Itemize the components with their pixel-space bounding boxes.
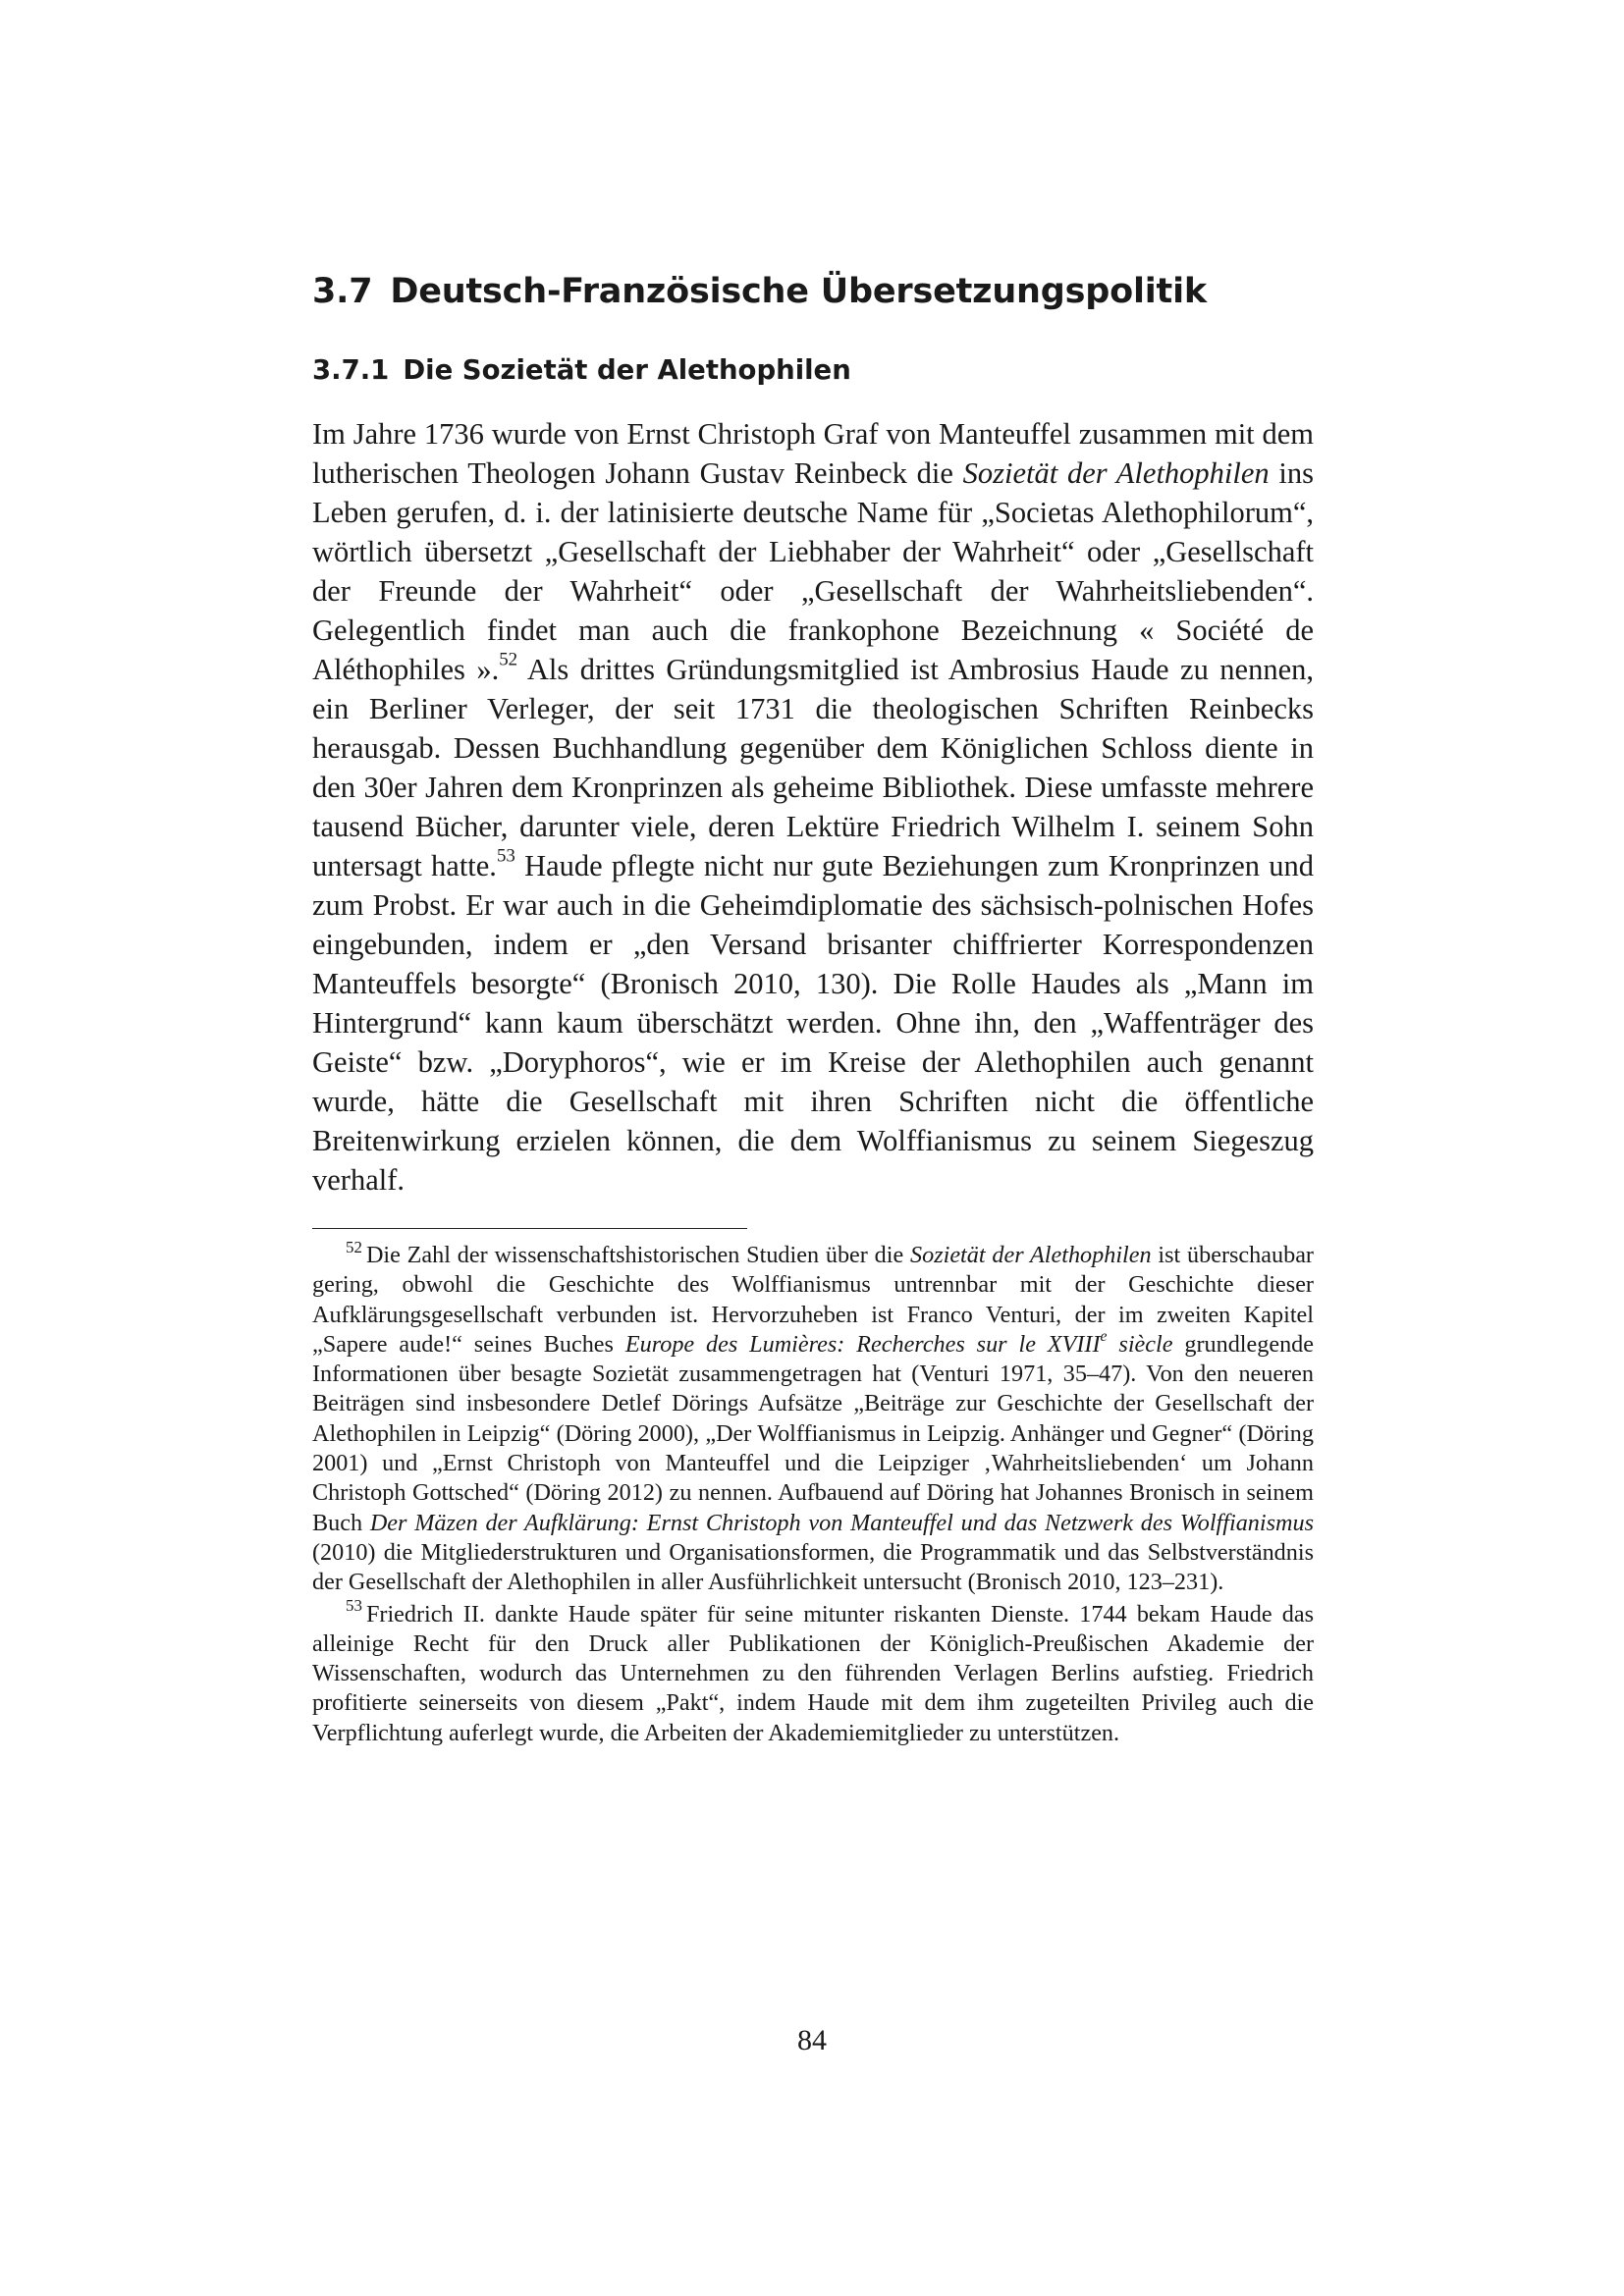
footnote-italic: siècle xyxy=(1118,1330,1173,1358)
footnote-reference-53[interactable]: 53 xyxy=(496,845,515,867)
footnote-italic: Der Mäzen der Aufklärung: Ernst Christoph von Manteuffel und das Netzwerk des Wolffianismus xyxy=(369,1509,1314,1536)
footnote-superscript: e xyxy=(1100,1327,1108,1345)
page-number: 84 xyxy=(797,2024,827,2056)
footnote-reference-52[interactable]: 52 xyxy=(499,649,518,670)
footnote-italic: Europe des Lumières: Recherches sur le XVIII xyxy=(624,1330,1101,1358)
footnote-mark: 53 xyxy=(346,1596,362,1616)
footnote-53 xyxy=(312,1596,1314,1748)
body-text-segment: Im Jahre 1736 wurde von Ernst Christoph Graf von Manteuffel zusammen mit dem lutherischen Theologen Johann Gustav Reinbeck die xyxy=(312,417,1314,490)
body-text-segment: ins Leben gerufen, d. i. der latinisierte deutsche Name für „Societas Alethophilorum“, wörtlich übersetzt „Gesellschaft der Liebhaber der Wahrheit“ oder „Gesellschaft der Freunde der Wahrheit“ oder „Gesellschaft der Wahrheitsliebenden“. Gelegentlich findet man auch die frankophone Bezeichnung « Société de Aléthophiles ». xyxy=(312,456,1314,686)
body-text-segment: Als drittes Gründungsmitglied ist Ambrosius Haude zu nennen, ein Berliner Verleger, der seit 1731 die theologischen Schriften Reinbecks herausgab. Dessen Buchhandlung gegenüber dem Königlichen Schloss diente in den 30er Jahren dem Kronprinzen als geheime Bibliothek. Diese umfasste mehrere tausend Bücher, darunter viele, deren Lektüre Friedrich Wilhelm I. seinem Sohn untersagt hatte. xyxy=(312,653,1314,882)
footnote-text: (2010) die Mitgliederstrukturen und Organisationsformen, die Programmatik und das Selbstverständnis der Gesellschaft der Alethophilen in aller Ausführlichkeit untersucht (Bronisch 2010, 123–231). xyxy=(312,1538,1314,1596)
footnote-text: ist überschaubar gering, obwohl die Geschichte des Wolffianismus untrennbar mit der Geschichte dieser Aufklärungsgesellschaft verbunden ist. Hervorzuheben ist Franco Venturi, der im zweiten Kapitel „Sapere aude!“ seines Buches xyxy=(312,1242,1314,1358)
footnote-text: Die Zahl der wissenschaftshistorischen Studien über die xyxy=(365,1242,910,1268)
section-title: Deutsch-Französische Übersetzungspolitik xyxy=(390,272,1207,311)
footnote-text: grundlegende Informationen über besagte Sozietät zusammengetragen hat (Venturi 1971, 35–47). Von den neueren Beiträgen sind insbesondere Detlef Dörings Aufsätze „Beiträge zur Geschichte der Gesellschaft der Alethophilen in Leipzig“ (Döring 2000), „Der Wolffianismus in Leipzig. Anhänger und Gegner“ (Döring 2001) und „Ernst Christoph von Manteuffel und die Leipziger ‚Wahrheitsliebenden‘ um Johann Christoph Gottsched“ (Döring 2012) zu nennen. Aufbauend auf Döring hat Johannes Bronisch in seinem Buch xyxy=(312,1330,1315,1536)
footnote-italic: Sozietät der Alethophilen xyxy=(910,1242,1152,1268)
footnotes xyxy=(312,1237,1315,1748)
subsection-title: Die Sozietät der Alethophilen xyxy=(403,354,851,386)
section-heading xyxy=(312,271,1314,312)
footnote-text: Friedrich II. dankte Haude später für seine mitunter riskanten Dienste. 1744 bekam Haude das alleinige Recht für den Druck aller Publikationen der Königlich-Preußischen Akademie der Wissenschaften, wodurch das Unternehmen zu den führenden Verlagen Berlins aufstieg. Friedrich profitierte seinerseits von diesem „Pakt“, indem Haude mit dem ihm zugeteilten Privileg auch die Verpflichtung auferlegt wurde, die Arbeiten der Akademiemitglieder zu unterstützen. xyxy=(312,1600,1314,1746)
footnote-52 xyxy=(312,1237,1315,1598)
section-number: 3.7 xyxy=(312,272,373,311)
footnote-mark: 52 xyxy=(346,1237,362,1256)
subsection-number: 3.7.1 xyxy=(312,354,390,386)
body-text-segment: Haude pflegte nicht nur gute Beziehungen zum Kronprinzen und zum Probst. Er war auch in die Geheimdiplomatie des sächsisch-polnischen Hofes eingebunden, indem er „den Versand brisanter chiffrierter Korrespondenzen Manteuffels besorgte“ (Bronisch 2010, 130). Die Rolle Haudes als „Mann im Hintergrund“ kann kaum überschätzt werden. Ohne ihn, den „Waffenträger des Geiste“ bzw. „Doryphoros“, wie er im Kreise der Alethophilen auch genannt wurde, hätte die Gesellschaft mit ihren Schriften nicht die öffentliche Breitenwirkung erzielen können, die dem Wolffianismus zu seinem Siegeszug verhalf. xyxy=(312,849,1314,1197)
footnote-separator xyxy=(312,1228,747,1229)
body-italic-title: Sozietät der Alethophilen xyxy=(962,456,1270,490)
body-paragraph xyxy=(312,414,1314,1200)
subsection-heading xyxy=(312,354,1314,387)
